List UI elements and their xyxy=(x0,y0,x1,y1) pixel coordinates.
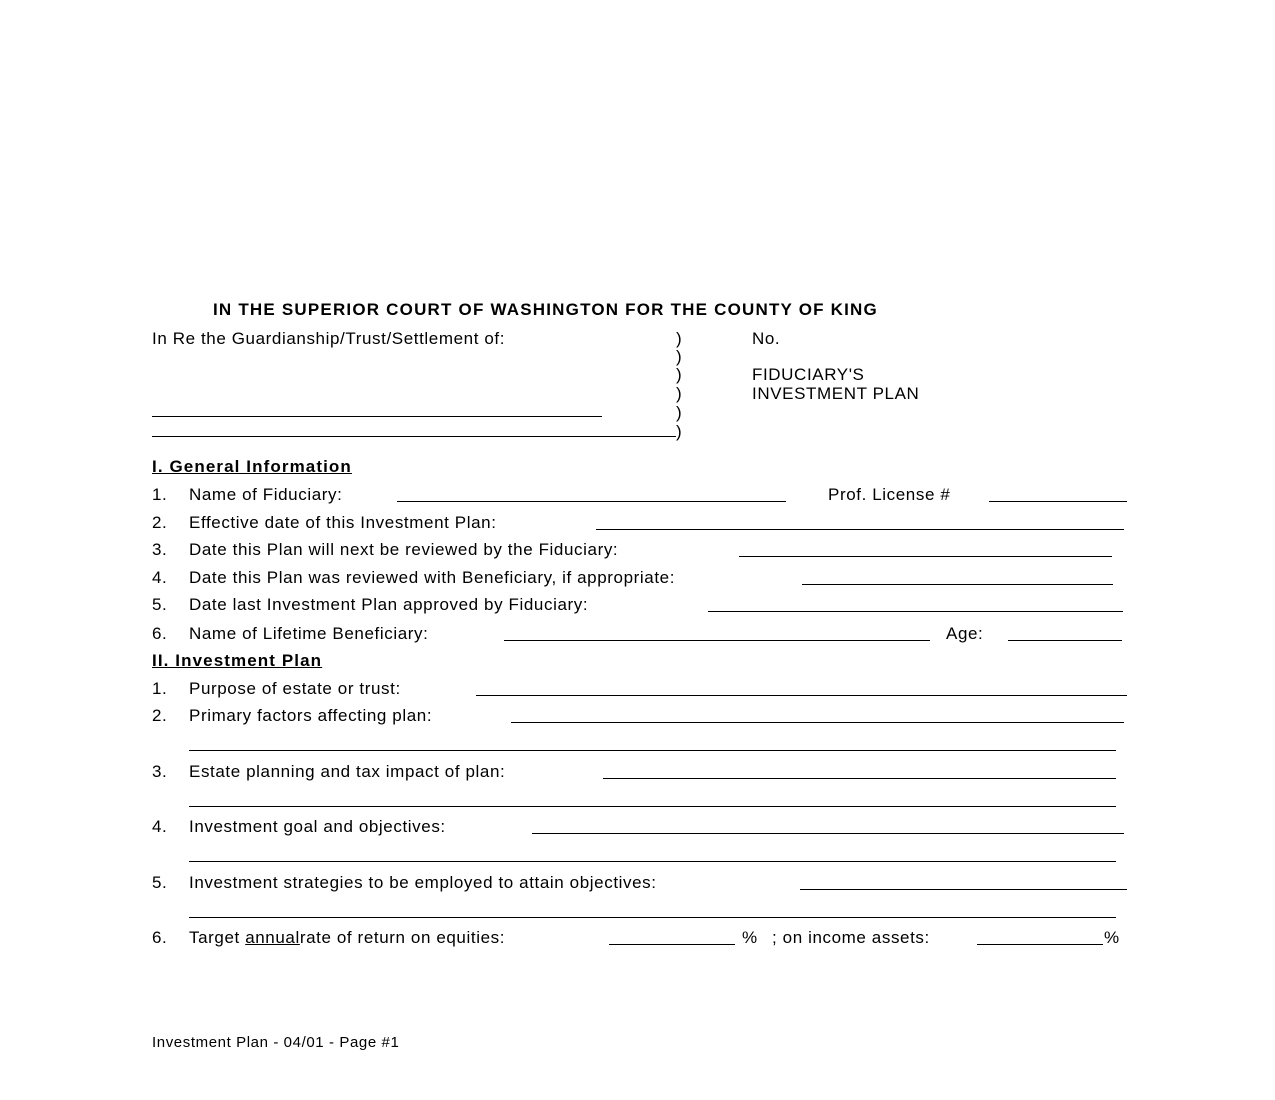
tax-impact-label: Estate planning and tax impact of plan: xyxy=(189,762,506,781)
license-label: Prof. License # xyxy=(828,485,951,504)
item-number: 4. xyxy=(152,817,168,836)
equities-return-field[interactable] xyxy=(609,944,735,945)
caption-paren: ) xyxy=(676,365,682,384)
fiduciary-name-field[interactable] xyxy=(397,501,786,502)
income-return-field[interactable] xyxy=(977,944,1103,945)
item-number: 4. xyxy=(152,568,168,587)
caption-paren: ) xyxy=(676,384,682,403)
tax-impact-field-line-2[interactable] xyxy=(189,806,1116,807)
goals-label: Investment goal and objectives: xyxy=(189,817,446,836)
item-number: 2. xyxy=(152,513,168,532)
beneficiary-review-date-field[interactable] xyxy=(802,584,1113,585)
last-plan-date-field[interactable] xyxy=(708,611,1123,612)
target-return-label xyxy=(189,928,505,948)
item-number: 6. xyxy=(152,624,168,643)
primary-factors-field-line-2[interactable] xyxy=(189,750,1116,751)
party-name-line-2[interactable] xyxy=(152,436,676,437)
beneficiary-name-field[interactable] xyxy=(504,640,930,641)
next-review-date-label: Date this Plan will next be reviewed by the Fiduciary: xyxy=(189,540,619,559)
party-name-line-1[interactable] xyxy=(152,416,602,417)
item-number: 1. xyxy=(152,679,168,698)
document-title-line-2: INVESTMENT PLAN xyxy=(752,384,920,403)
item-number: 1. xyxy=(152,485,168,504)
return-equities-text: rate of return on equities: xyxy=(299,928,506,947)
caption-paren: ) xyxy=(676,347,682,366)
age-label: Age: xyxy=(946,624,984,643)
equities-percent-sign: % xyxy=(742,928,758,947)
purpose-label: Purpose of estate or trust: xyxy=(189,679,401,698)
fiduciary-name-label: Name of Fiduciary: xyxy=(189,485,343,504)
page-footer: Investment Plan - 04/01 - Page #1 xyxy=(152,1034,400,1051)
document-title-line-1: FIDUCIARY'S xyxy=(752,365,865,384)
age-field[interactable] xyxy=(1008,640,1122,641)
in-re-label: In Re the Guardianship/Trust/Settlement of: xyxy=(152,329,506,348)
section-1-heading: I. General Information xyxy=(152,457,352,476)
tax-impact-field[interactable] xyxy=(603,778,1116,779)
income-percent-sign: % xyxy=(1104,928,1120,947)
item-number: 5. xyxy=(152,873,168,892)
item-number: 6. xyxy=(152,928,168,947)
item-number: 5. xyxy=(152,595,168,614)
strategies-label: Investment strategies to be employed to attain objectives: xyxy=(189,873,657,892)
caption-paren: ) xyxy=(676,403,682,422)
license-field[interactable] xyxy=(989,501,1127,502)
beneficiary-name-label: Name of Lifetime Beneficiary: xyxy=(189,624,429,643)
income-assets-label: ; on income assets: xyxy=(772,928,930,947)
caption-paren: ) xyxy=(676,422,682,441)
last-plan-date-label: Date last Investment Plan approved by Fiduciary: xyxy=(189,595,589,614)
court-heading: IN THE SUPERIOR COURT OF WASHINGTON FOR THE COUNTY OF KING xyxy=(213,300,878,319)
goals-field-line-2[interactable] xyxy=(189,861,1116,862)
effective-date-label: Effective date of this Investment Plan: xyxy=(189,513,497,532)
purpose-field[interactable] xyxy=(476,695,1127,696)
case-number-label: No. xyxy=(752,329,781,348)
caption-paren: ) xyxy=(676,329,682,348)
beneficiary-review-date-label: Date this Plan was reviewed with Beneficiary, if appropriate: xyxy=(189,568,676,587)
goals-field[interactable] xyxy=(532,833,1124,834)
item-number: 2. xyxy=(152,706,168,725)
primary-factors-field[interactable] xyxy=(511,722,1124,723)
strategies-field-line-2[interactable] xyxy=(189,917,1116,918)
next-review-date-field[interactable] xyxy=(739,556,1112,557)
item-number: 3. xyxy=(152,762,168,781)
effective-date-field[interactable] xyxy=(596,529,1124,530)
section-2-heading: II. Investment Plan xyxy=(152,651,323,670)
target-word: Target xyxy=(189,928,240,947)
strategies-field[interactable] xyxy=(800,889,1127,890)
primary-factors-label: Primary factors affecting plan: xyxy=(189,706,433,725)
item-number: 3. xyxy=(152,540,168,559)
annual-word: annual xyxy=(245,928,300,947)
